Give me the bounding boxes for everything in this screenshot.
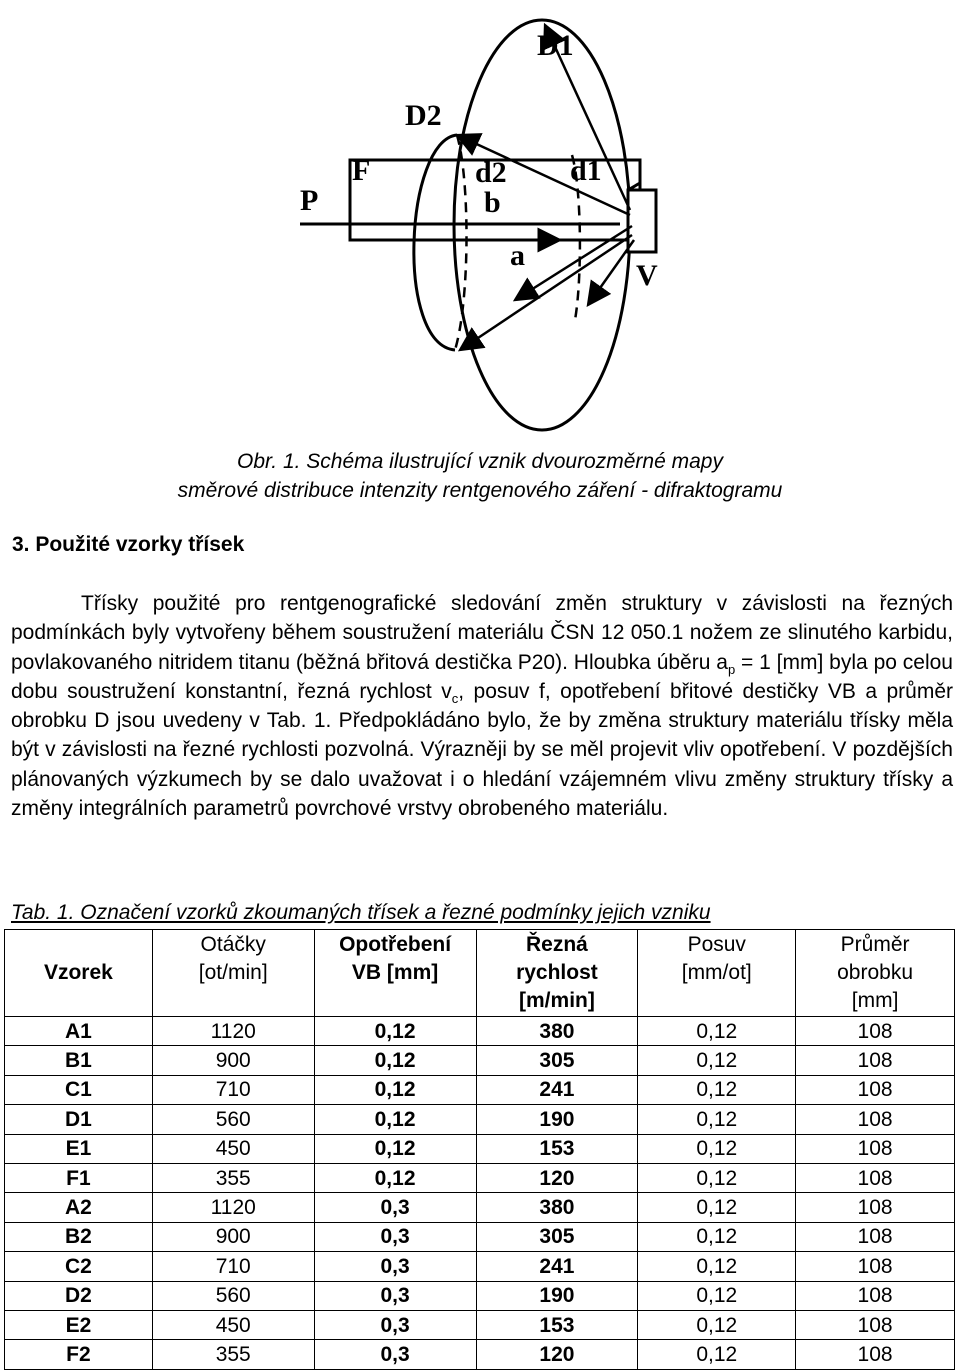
table-row: [5, 1193, 955, 1222]
cell-wear: 0,3: [314, 1193, 476, 1222]
cell-diameter: 108: [796, 1340, 955, 1369]
label-P: P: [300, 184, 319, 217]
cell-feed: 0,12: [638, 1105, 796, 1134]
cell-sample: F2: [5, 1340, 153, 1369]
cell-wear: 0,3: [314, 1222, 476, 1251]
cell-sample: D2: [5, 1281, 153, 1310]
cell-feed: 0,12: [638, 1252, 796, 1281]
cell-sample: A2: [5, 1193, 153, 1222]
cell-wear: 0,12: [314, 1075, 476, 1104]
table-row: [5, 1046, 955, 1075]
cell-rpm: 560: [152, 1105, 314, 1134]
diffraction-schematic-figure: [0, 0, 960, 440]
cell-feed: 0,12: [638, 1340, 796, 1369]
cell-sample: E1: [5, 1134, 153, 1163]
cell-sample: D1: [5, 1105, 153, 1134]
table-caption: Tab. 1. Označení vzorků zkoumaných třísek a řezné podmínky jejich vzniku: [11, 901, 711, 924]
table-row: [5, 1105, 955, 1134]
cell-wear: 0,3: [314, 1252, 476, 1281]
cell-rpm: 355: [152, 1340, 314, 1369]
cell-sample: B1: [5, 1046, 153, 1075]
cell-speed: 305: [476, 1046, 638, 1075]
table-row: [5, 1222, 955, 1251]
label-b: b: [484, 186, 501, 219]
cell-diameter: 108: [796, 1075, 955, 1104]
table-row: [5, 1017, 955, 1046]
ellipse-d2-front: [414, 135, 457, 350]
header-rpm: Otáčky [ot/min]: [152, 930, 314, 1017]
figure-caption-line-1: Obr. 1. Schéma ilustrující vznik dvourozměrné mapy: [237, 450, 723, 473]
cell-wear: 0,3: [314, 1310, 476, 1339]
cell-diameter: 108: [796, 1281, 955, 1310]
table-row: [5, 1340, 955, 1369]
cell-speed: 241: [476, 1075, 638, 1104]
figure-caption-line-2: směrové distribuce intenzity rentgenového záření - difraktogramu: [177, 479, 783, 502]
cell-feed: 0,12: [638, 1075, 796, 1104]
cell-speed: 120: [476, 1163, 638, 1192]
cell-sample: C2: [5, 1252, 153, 1281]
cell-feed: 0,12: [638, 1046, 796, 1075]
cell-rpm: 710: [152, 1252, 314, 1281]
cell-rpm: 1120: [152, 1017, 314, 1046]
ray-lower-inner: [460, 235, 632, 350]
cell-speed: 380: [476, 1193, 638, 1222]
cell-speed: 305: [476, 1222, 638, 1251]
table-row: [5, 1252, 955, 1281]
cell-sample: C1: [5, 1075, 153, 1104]
cell-rpm: 450: [152, 1310, 314, 1339]
label-D2: D2: [405, 99, 442, 132]
label-d2: d2: [475, 156, 507, 189]
cell-diameter: 108: [796, 1017, 955, 1046]
cell-rpm: 900: [152, 1222, 314, 1251]
cell-wear: 0,3: [314, 1281, 476, 1310]
cell-feed: 0,12: [638, 1310, 796, 1339]
subscript-p: p: [727, 661, 736, 677]
cell-sample: E2: [5, 1310, 153, 1339]
cell-wear: 0,3: [314, 1340, 476, 1369]
cell-wear: 0,12: [314, 1017, 476, 1046]
cell-feed: 0,12: [638, 1134, 796, 1163]
table-row: [5, 1163, 955, 1192]
table-row: [5, 1310, 955, 1339]
cell-feed: 0,12: [638, 1222, 796, 1251]
table-header-row: [5, 930, 955, 1017]
cell-speed: 190: [476, 1281, 638, 1310]
cell-diameter: 108: [796, 1193, 955, 1222]
subscript-c: c: [451, 691, 459, 707]
header-speed: Řezná rychlost [m/min]: [476, 930, 638, 1017]
section-heading: 3. Použité vzorky třísek: [12, 533, 245, 556]
header-feed: Posuv [mm/ot]: [638, 930, 796, 1017]
cell-speed: 380: [476, 1017, 638, 1046]
cell-diameter: 108: [796, 1252, 955, 1281]
header-wear: Opotřebení VB [mm]: [314, 930, 476, 1017]
cell-diameter: 108: [796, 1163, 955, 1192]
cell-speed: 120: [476, 1340, 638, 1369]
header-sample: Vzorek: [5, 930, 153, 1017]
table-row: [5, 1075, 955, 1104]
paragraph-part-c: , posuv f, opotřebení břitové destičky VB a průměr obrobku D jsou uvedeny v Tab. 1. Předpokládáno bylo, že by změna struktury materiálu třísky měla být v závislosti na řezné rychlosti pozvolná. Výrazněji by se měl projevit vliv opotřebení. V pozdějších plánovaných výzkumech by se dalo uvažovat i o hledání vzájemném vlivu změny struktury třísky a změny integrálních parametrů povrchové vrstvy obrobeného materiálu.: [11, 679, 953, 821]
diffraction-schematic-svg: [0, 0, 960, 440]
label-a: a: [510, 239, 525, 272]
table-row: [5, 1134, 955, 1163]
cutting-conditions-table: [4, 929, 955, 1370]
cell-rpm: 710: [152, 1075, 314, 1104]
cell-feed: 0,12: [638, 1193, 796, 1222]
cell-rpm: 1120: [152, 1193, 314, 1222]
cell-feed: 0,12: [638, 1281, 796, 1310]
label-D1: D1: [537, 29, 574, 62]
cell-feed: 0,12: [638, 1017, 796, 1046]
cell-diameter: 108: [796, 1046, 955, 1075]
label-d1: d1: [570, 154, 602, 187]
cell-speed: 190: [476, 1105, 638, 1134]
cell-wear: 0,12: [314, 1163, 476, 1192]
cell-diameter: 108: [796, 1310, 955, 1339]
cell-diameter: 108: [796, 1105, 955, 1134]
paragraph-part-a: Třísky použité pro rentgenografické sledování změn struktury v závislosti na řezných podmínkách byly vytvořeny během soustružení materiálu ČSN 12 050.1 nožem ze slinutého karbidu, povlakovaného nitridem titanu (běžná břitová destička P20). Hloubka úběru a: [11, 592, 953, 674]
header-diameter: Průměr obrobku [mm]: [796, 930, 955, 1017]
cell-sample: B2: [5, 1222, 153, 1251]
cell-rpm: 900: [152, 1046, 314, 1075]
cell-speed: 153: [476, 1134, 638, 1163]
body-paragraph: [11, 589, 953, 823]
cell-rpm: 450: [152, 1134, 314, 1163]
cell-sample: A1: [5, 1017, 153, 1046]
cell-sample: F1: [5, 1163, 153, 1192]
cell-rpm: 355: [152, 1163, 314, 1192]
cell-wear: 0,12: [314, 1134, 476, 1163]
cell-wear: 0,12: [314, 1105, 476, 1134]
cell-diameter: 108: [796, 1222, 955, 1251]
cell-rpm: 560: [152, 1281, 314, 1310]
cell-speed: 153: [476, 1310, 638, 1339]
cell-feed: 0,12: [638, 1163, 796, 1192]
table-body: [5, 1017, 955, 1370]
cell-wear: 0,12: [314, 1046, 476, 1075]
cell-speed: 241: [476, 1252, 638, 1281]
cell-diameter: 108: [796, 1134, 955, 1163]
label-V: V: [636, 259, 658, 292]
paragraph-part-b: = 1 [mm] byla po celou dobu soustružení konstantní, řezná rychlost v: [11, 650, 953, 703]
label-F: F: [352, 154, 371, 187]
ray-lower-mid: [515, 226, 632, 300]
table-row: [5, 1281, 955, 1310]
